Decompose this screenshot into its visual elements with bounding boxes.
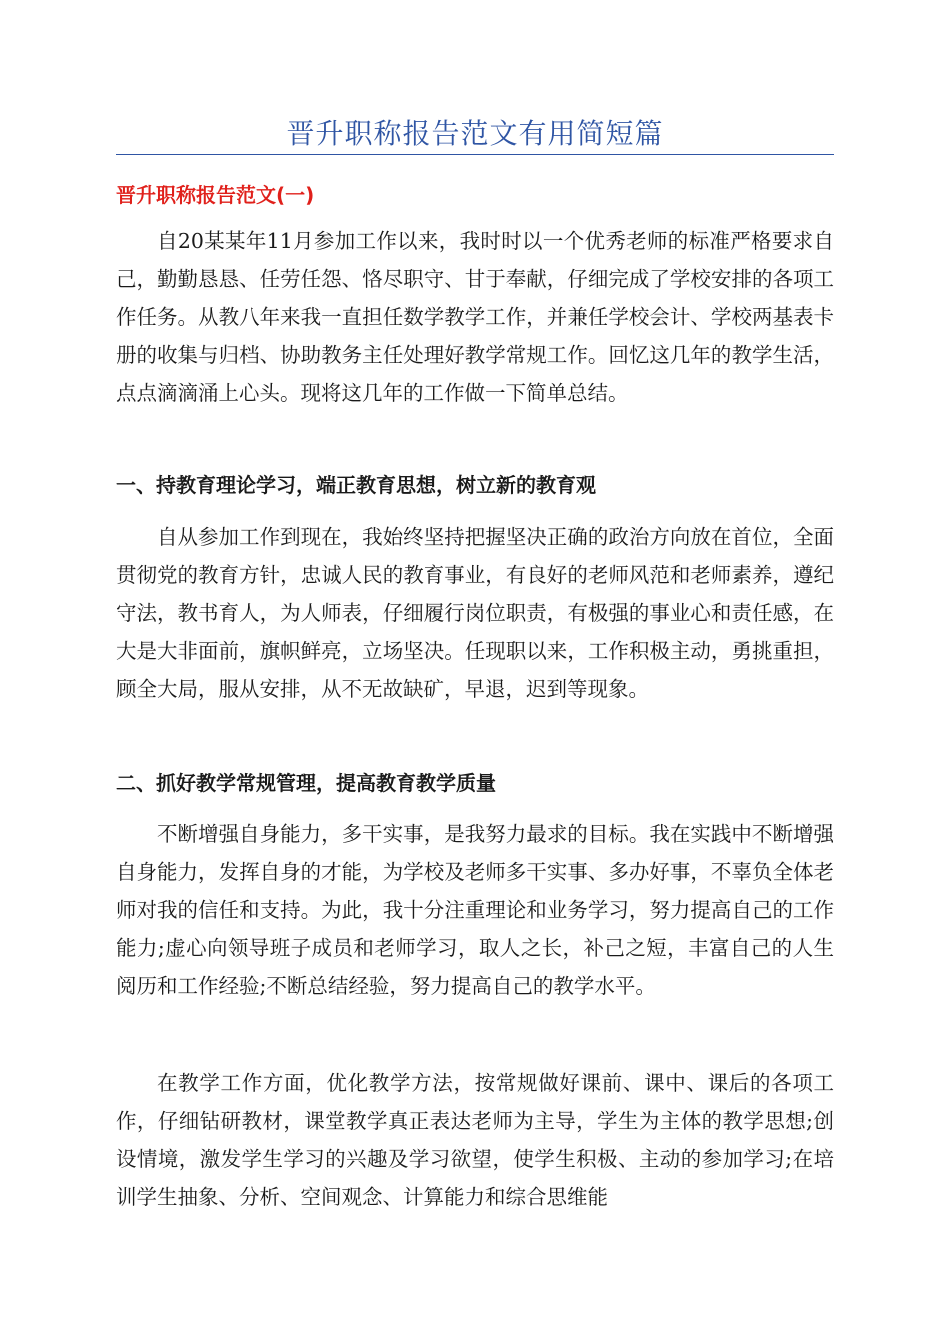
paragraph-4: 在教学工作方面，优化教学方法，按常规做好课前、课中、课后的各项工作，仔细钻研教材，课堂教学真正表达老师为主导，学生为主体的教学思想;创设情境，激发学生学习的兴趣及学习欲望，使学生积极、主动的参加学习;在培训学生抽象、分析、空间观念、计算能力和综合思维能 [116,1071,834,1209]
title-underline [116,154,834,155]
document-title: 晋升职称报告范文有用简短篇 [286,117,664,150]
section-title: 晋升职称报告范文(一) [116,183,315,207]
paragraph-2: 自从参加工作到现在，我始终坚持把握坚决正确的政治方向放在首位，全面贯彻党的教育方针，忠诚人民的教育事业，有良好的老师风范和老师素养，遵纪守法，教书育人，为人师表，仔细履行岗位职责，有极强的事业心和责任感，在大是大非面前，旗帜鲜亮，立场坚决。任现职以来，工作积极主动，勇挑重担，顾全大局，服从安排，从不无故缺矿，早退，迟到等现象。 [116,525,834,701]
heading-1: 一、持教育理论学习，端正教育思想，树立新的教育观 [116,473,596,497]
paragraph-1: 自20某某年11月参加工作以来，我时时以一个优秀老师的标准严格要求自己，勤勤恳恳、任劳任怨、恪尽职守、甘于奉献，仔细完成了学校安排的各项工作任务。从教八年来我一直担任数学教学工作，并兼任学校会计、学校两基表卡册的收集与归档、协助教务主任处理好教学常规工作。回忆这几年的教学生活，点点滴滴涌上心头。现将这几年的工作做一下简单总结。 [116,229,834,405]
paragraph-3: 不断增强自身能力，多干实事，是我努力最求的目标。我在实践中不断增强自身能力，发挥自身的才能，为学校及老师多干实事、多办好事，不辜负全体老师对我的信任和支持。为此，我十分注重理论和业务学习，努力提高自己的工作能力;虚心向领导班子成员和老师学习，取人之长，补己之短，丰富自己的人生阅历和工作经验;不断总结经验，努力提高自己的教学水平。 [116,822,834,998]
heading-2: 二、抓好教学常规管理，提高教育教学质量 [116,771,496,795]
